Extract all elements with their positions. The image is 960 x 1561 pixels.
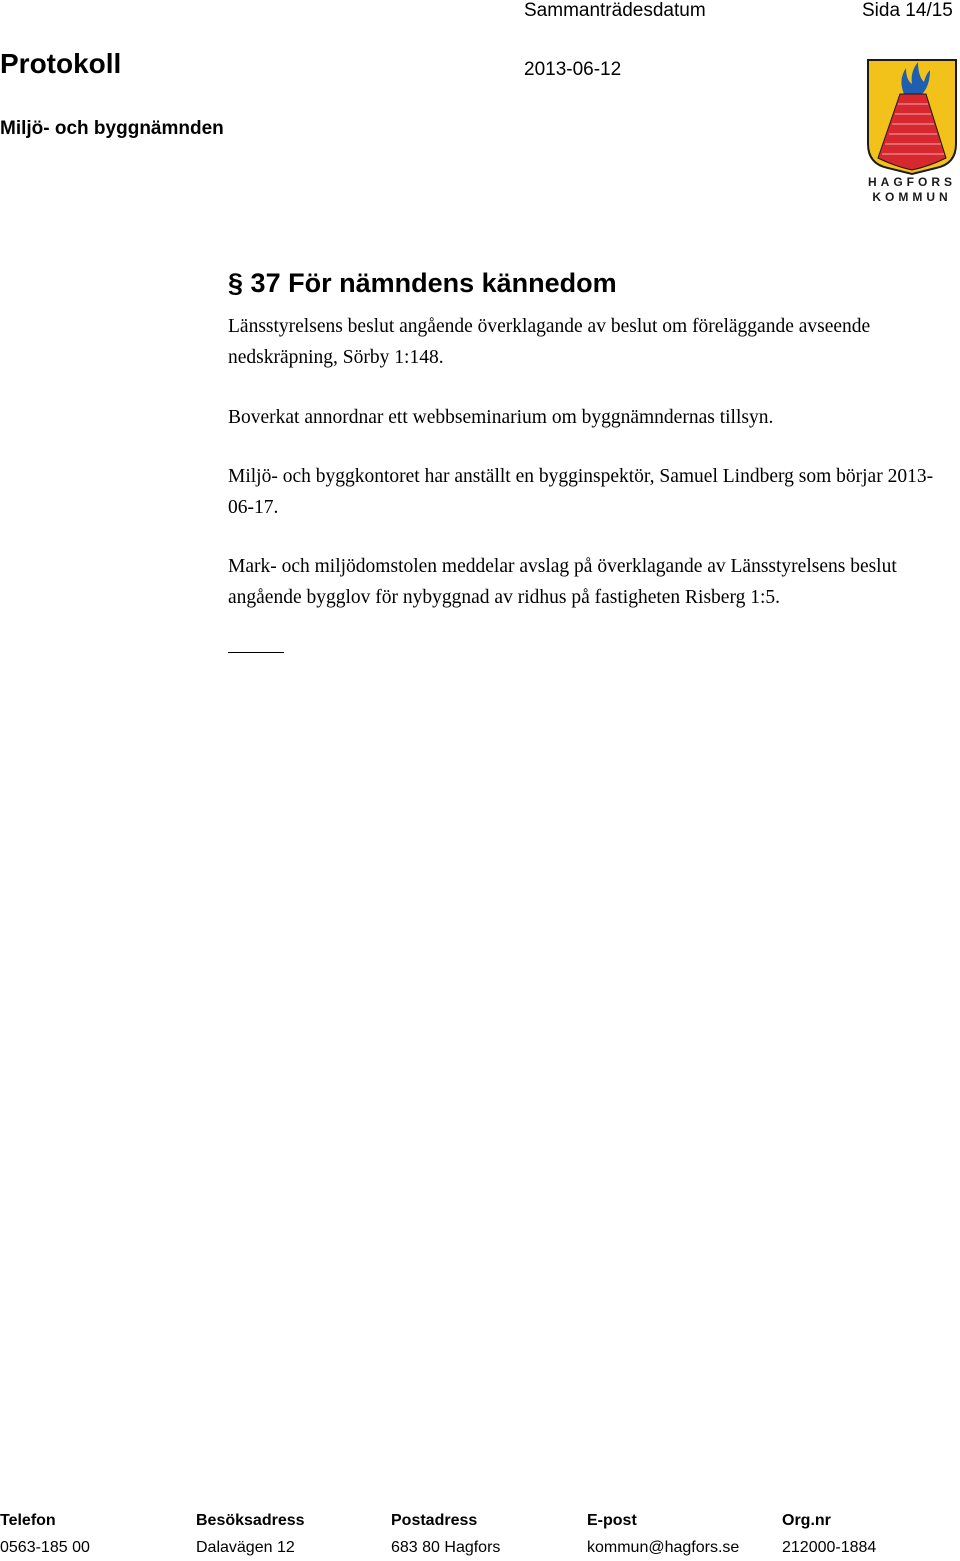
meeting-date-label: Sammanträdesdatum [524,0,706,21]
page-number: Sida 14/15 [862,0,953,21]
document-date: 2013-06-12 [524,59,622,80]
paragraph-4: Mark- och miljödomstolen meddelar avslag på överklagande av Länsstyrelsens beslut angående bygglov för nybyggnad av ridhus på fastigheten Risberg 1:5. [228,556,897,608]
footer-postal-address: 683 80 Hagfors [391,1539,501,1556]
footer-email[interactable]: kommun@hagfors.se [587,1539,740,1556]
logo-line1: HAGFORS [868,175,956,189]
section-heading-text: 37 För nämndens kännedom [250,268,617,298]
paragraph-2: Boverkat annordnar ett webbseminarium om byggnämndernas tillsyn. [228,407,774,428]
footer-label-email: E-post [587,1512,637,1529]
footer-label-visit-address: Besöksadress [196,1512,305,1529]
footer-phone: 0563-185 00 [0,1539,90,1556]
section-heading [228,268,617,299]
paragraph-1: Länsstyrelsens beslut angående överklagande av beslut om föreläggande avseende nedskräpning, Sörby 1:148. [228,316,871,368]
document-title: Protokoll [0,48,122,79]
committee-name: Miljö- och byggnämnden [0,118,224,139]
hagfors-kommun-logo [864,58,960,204]
footer-label-postal-address: Postadress [391,1512,478,1529]
footer-label-org-number: Org.nr [782,1512,831,1529]
footer-org-number: 212000-1884 [782,1539,877,1556]
section-symbol: § [228,268,244,298]
footer-label-phone: Telefon [0,1512,56,1529]
footer-visit-address: Dalavägen 12 [196,1539,295,1556]
end-rule [228,652,284,653]
paragraph-3: Miljö- och byggkontoret har anställt en bygginspektör, Samuel Lindberg som börjar 2013-06-17. [228,466,934,518]
logo-line2: KOMMUN [872,190,952,204]
